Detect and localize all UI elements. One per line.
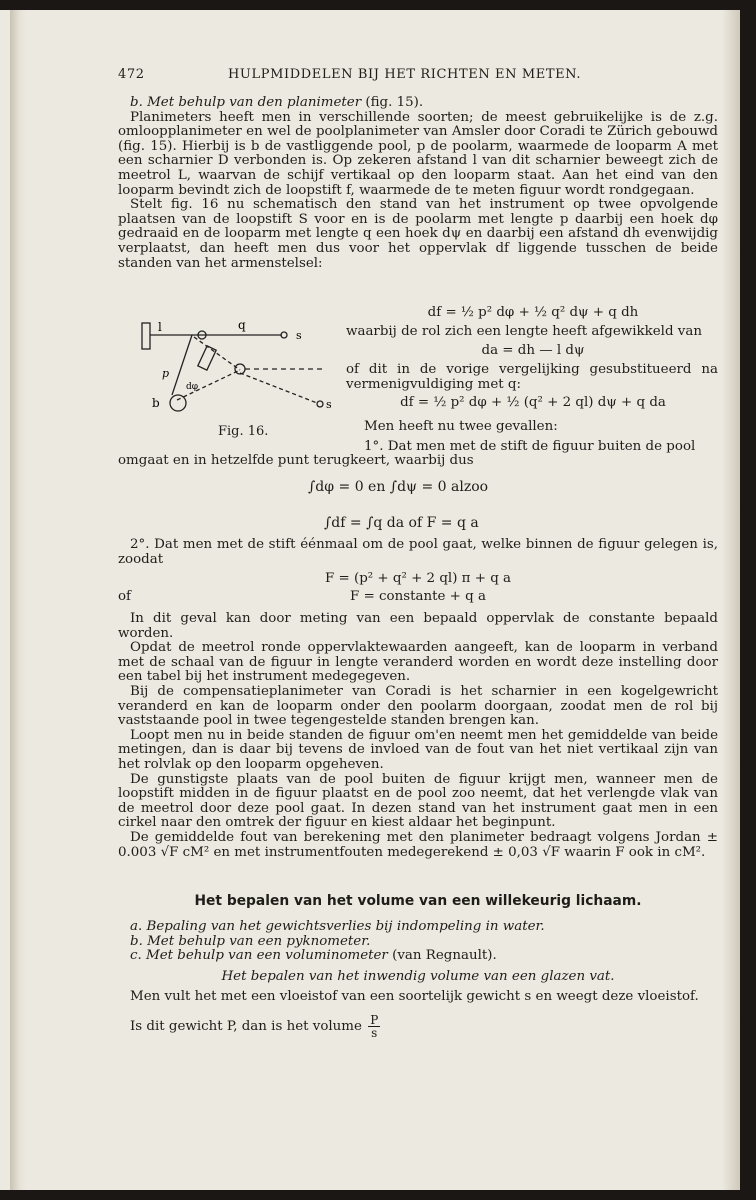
fig-dash-2 (240, 373, 317, 403)
header-title: HULPMIDDELEN BIJ HET RICHTEN EN METEN. (228, 67, 582, 82)
body-text-lower (118, 612, 718, 860)
fig-dash-1 (194, 337, 240, 370)
fig-pole-circle (170, 395, 186, 411)
paragraph-compensatie: Bij de compensatieplanimeter van Coradi is het scharnier in een kogelgewricht veranderd en kan de looparm onder den poolarm doorgaan, zoodat men de rol bij vaststaande pool in twee tegengestelde standen brengen kan. (118, 683, 718, 729)
case-1b: omgaat en in hetzelfde punt terugkeert, waarbij dus (118, 453, 474, 468)
section-b (118, 96, 718, 271)
fig-label-dphi: dφ (186, 382, 199, 392)
figure-caption: Fig. 16. (218, 424, 269, 439)
fig-label-b: b (152, 396, 160, 410)
equation-df: df = ½ p² dφ + ½ q² dψ + q dh (427, 305, 639, 320)
paragraph-constant: In dit geval kan door meting van een bepaald oppervlak de constante bepaald worden. (118, 611, 718, 641)
text-substitution: of dit in de vorige vergelijking gesubstitueerd na vermenigvuldiging met q: (346, 362, 718, 392)
fig-pen-bottom (317, 401, 323, 407)
method-list (130, 920, 718, 964)
equation-integrals: ∫dφ = 0 en ∫dψ = 0 alzoo (308, 479, 489, 495)
page-number: 472 (118, 67, 145, 82)
paragraph-planimeters: Planimeters heeft men in verschillende soorten; de meest gebruikelijke is de z.g. omloopplanimeter en wel de poolplanimeter van Amsler door Coradi te Zürich gebouwd (fig. 15). Hierbij is b de vastliggende pool, p de poolarm, waarmede de looparm A met een scharnier D verbonden is. Op zekeren afstand l van dit scharnier beweegt zich de meetrol L, waarvan de schijf vertikaal op den looparm staat. Aan het eind van den looparm bevindt zich de loopstift f, waarmede de te meten figuur wordt rondgegaan. (118, 109, 718, 198)
equation-da: da = dh — l dψ (481, 343, 585, 358)
fig-label-p: p (162, 367, 170, 380)
case-2: 2°. Dat men met de stift éénmaal om de pool gaat, welke binnen de figuur gelegen is, zoodat (118, 537, 718, 567)
fig-label-l: l (158, 320, 162, 334)
list-item: c. Met behulp van een voluminometer (van Regnault). (130, 948, 497, 964)
paragraph-gunstigste: De gunstigste plaats van de pool buiten de figuur krijgt men, wanneer men de loopstift midden in de figuur plaatst en de pool zoo neemt, dat het verlengde vlak van de meetrol door deze pool gaat. In dezen stand van het instrument gaat men in een cirkel naar den omtrek der figuur en kiest aldaar het beginpunt. (118, 771, 718, 831)
section-heading-volume: Het bepalen van het volume van een willekeurig lichaam. (194, 893, 642, 909)
paragraph-fout: De gemiddelde fout van berekening met den planimeter bedraagt volgens Jordan ± 0.003 √F cM² en met instrumentfouten medegerekend ± 0,03 √F waarin F ook in cM². (118, 829, 718, 860)
equation-F-constant: F = constante + q a (350, 589, 486, 604)
book-page (0, 10, 740, 1190)
text-rol: waarbij de rol zich een lengte heeft afgewikkeld van (346, 324, 702, 339)
case-1a: 1°. Dat men met de stift de figuur buiten de pool (364, 439, 696, 454)
equation-df-2: df = ½ p² dφ + ½ (q² + 2 ql) dψ + q da (400, 395, 666, 410)
paragraph-beide-standen: Loopt men nu in beide standen de figuur om'en neemt men het gemiddelde van beide metingen, dan is daar bij tevens de invloed van de fout van het niet vertikaal zijn van het rolvlak op den looparm opgeheven. (118, 727, 718, 772)
fig-label-s2: s (326, 398, 332, 411)
equation-F-pi: F = (p² + q² + 2 ql) π + q a (324, 571, 512, 586)
fraction-P-s: $\frac{P}{s}$ (370, 1013, 379, 1040)
equation-F-qa: ∫df = ∫q da of F = q a (324, 515, 479, 531)
fig-label-s1: s (296, 329, 302, 342)
page-edge (722, 10, 740, 1190)
of-label: of (118, 589, 132, 604)
section-b-title: b. Met behulp van den planimeter (fig. 15). (130, 95, 424, 110)
page-spine (10, 10, 26, 1190)
fig-scale-box (142, 323, 150, 349)
paragraph-fig16: Stelt fig. 16 nu schematisch den stand van het instrument op twee opvolgende plaatsen van de loopstift S voor en is de poolarm met lengte p daarbij een hoek dφ gedraaid en de looparm met lengte q een hoek dψ en daarbij een afstand dh evenwijdig verplaatst, dan heeft men dus voor het oppervlak df liggende tusschen de beide standen van het armenstelsel: (118, 197, 718, 271)
figure-16 (132, 315, 342, 455)
fig-roller (198, 346, 216, 370)
paragraph-meetrol: Opdat de meetrol ronde oppervlaktewaarden aangeeft, kan de looparm in verband met de schaal van de figuur in lengte veranderd worden en wordt deze instelling door een tabel bij het instrument medegegeven. (118, 640, 718, 685)
list-item: a. Bepaling van het gewichtsverlies bij indompeling in water. (130, 919, 545, 934)
subheading-glazen-vat: Het bepalen van het inwendig volume van een glazen vat. (221, 969, 615, 984)
paragraph-volume: Is dit gewicht P, dan is het volume $\frac{P}{s}$ (130, 1013, 379, 1040)
paragraph-vloeistof: Men vult het met een vloeistof van een soortelijk gewicht s en weegt deze vloeistof. (130, 989, 699, 1004)
fig-hinge-mid (235, 364, 245, 374)
running-header (118, 68, 718, 83)
text-two-cases: Men heeft nu twee gevallen: (364, 419, 558, 434)
fig-label-q: q (238, 318, 246, 332)
list-item: b. Met behulp van een pyknometer. (130, 933, 371, 949)
